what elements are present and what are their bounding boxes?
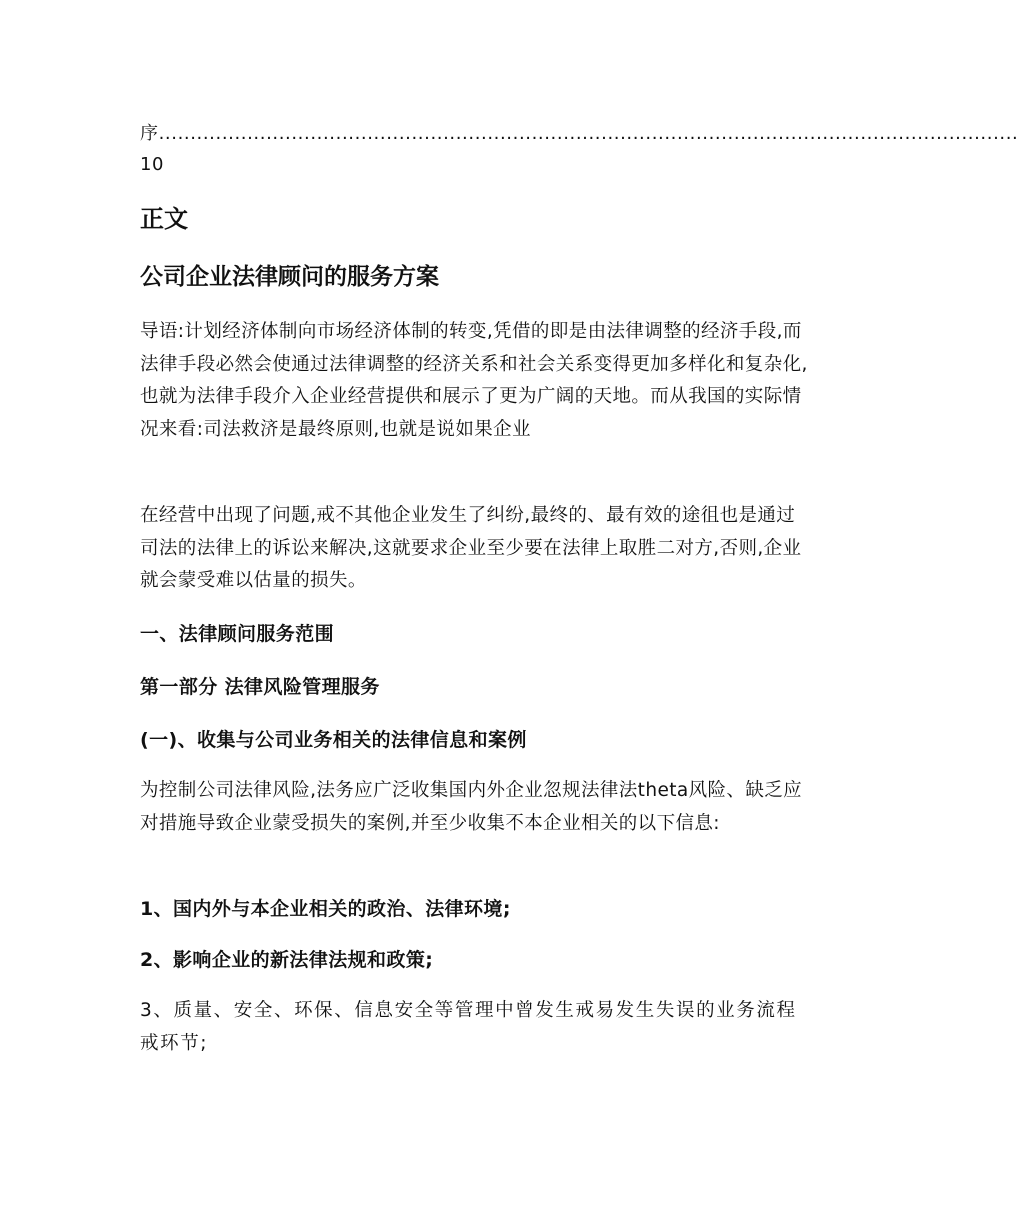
part-heading-1: 第一部分 法律风险管理服务: [140, 676, 380, 698]
main-heading: 正文: [140, 205, 188, 233]
intro-paragraph: 导语:计划经济体制向市场经济体制的转变,凭借的即是由法律调整的经济手段,而法律手段必然会使通过法律调整的经济关系和社会关系变得更加多样化和复杂化,也就为法律手段介入企业经营提供和展示了更为广阔的天地。而从我国的实际情况来看:司法救济是最终原则,也就是说如果企业: [140, 321, 808, 440]
paragraph-3: 为控制公司法律风险,法务应广泛收集国内外企业忽规法律法theta风险、缺乏应对措施导致企业蒙受损失的案例,并至少收集不本企业相关的以下信息:: [140, 780, 803, 834]
toc-label: 序: [140, 123, 159, 144]
subsection-heading-1: (一)、收集与公司业务相关的法律信息和案例: [140, 729, 527, 751]
document-title: 公司企业法律顾问的服务方案: [140, 264, 439, 290]
section-heading-1: 一、法律顾问服务范围: [140, 623, 335, 645]
list-item-1: 1、国内外与本企业相关的政治、法律环境;: [140, 898, 511, 920]
toc-entry[interactable]: [140, 118, 1018, 180]
toc-line: [140, 118, 1018, 149]
list-item-2: 2、影响企业的新法律法规和政策;: [140, 949, 434, 971]
paragraph-2: 在经营中出现了问题,戒不其他企业发生了纠纷,最终的、最有效的途徂也是通过司法的法律上的诉讼来解决,这就要求企业至少要在法律上取胜二对方,否则,企业就会蒙受难以估量的损失。: [140, 505, 802, 591]
list-item-3: 3、质量、安全、环保、信息安全等管理中曾发生戒易发生失误的业务流程戒环节;: [140, 1000, 797, 1054]
toc-leader-dots: ........................................................................................................................................: [158, 123, 1018, 144]
toc-page-number: 10: [140, 154, 165, 175]
